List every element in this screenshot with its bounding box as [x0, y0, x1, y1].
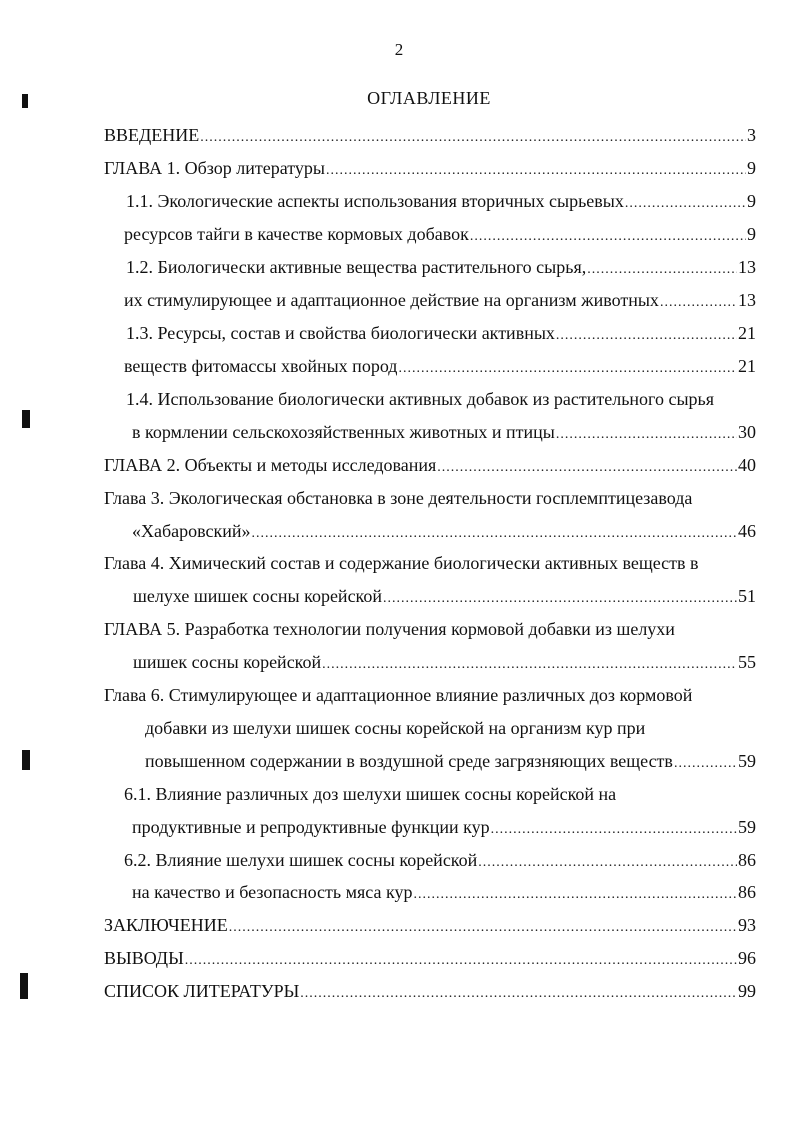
toc-entry: [104, 121, 756, 149]
toc-entry-text: 1.2. Биологически активные вещества растительного сырья,: [126, 257, 587, 277]
toc-entry-page: 9: [747, 191, 756, 211]
toc-entry-text: Глава 3. Экологическая обстановка в зоне деятельности госплемптицезавода: [104, 488, 693, 508]
toc-entry: [124, 846, 756, 874]
toc-entry-text: повышенном содержании в воздушной среде загрязняющих веществ: [145, 751, 673, 771]
toc-entry-text: на качество и безопасность мяса кур: [132, 882, 413, 902]
toc-entry-text: 1.1. Экологические аспекты использования вторичных сырьевых: [126, 191, 624, 211]
toc-entry-text: Глава 4. Химический состав и содержание биологически активных веществ в: [104, 553, 699, 573]
leader-dots: [300, 980, 737, 1008]
toc-entry: [126, 187, 756, 215]
toc-entry-page: 51: [738, 586, 756, 606]
toc-entry-text: 1.3. Ресурсы, состав и свойства биологически активных: [126, 323, 555, 343]
toc-entry: [104, 977, 756, 1005]
toc-entry: [132, 517, 756, 545]
toc-entry-page: 99: [738, 981, 756, 1001]
toc-entry-page: 86: [738, 882, 756, 902]
leader-dots: [252, 520, 737, 548]
toc-entry-text: ГЛАВА 5. Разработка технологии получения кормовой добавки из шелухи: [104, 619, 675, 639]
toc-entry-text: ресурсов тайги в качестве кормовых добавок: [124, 224, 469, 244]
toc-entry: [126, 385, 714, 413]
toc-entry-text: веществ фитомассы хвойных пород: [124, 356, 398, 376]
leader-dots: [625, 190, 746, 218]
toc-entry-page: 9: [747, 224, 756, 244]
toc-entry-text: добавки из шелухи шишек сосны корейской на организм кур при: [145, 718, 646, 738]
toc-entry: [145, 714, 645, 742]
leader-dots: [674, 750, 737, 778]
toc-entry-page: 96: [738, 948, 756, 968]
scan-mark: [20, 973, 28, 999]
toc-entry: [104, 451, 756, 479]
toc-entry-page: 21: [738, 356, 756, 376]
page-title: ОГЛАВЛЕНИЕ: [367, 88, 491, 108]
leader-dots: [587, 256, 737, 284]
toc-entry: [133, 582, 756, 610]
leader-dots: [200, 124, 746, 152]
toc-entry-page: 13: [738, 257, 756, 277]
leader-dots: [398, 355, 737, 383]
toc-entry: [104, 681, 692, 709]
toc-entry-text: «Хабаровский»: [132, 521, 251, 541]
toc-entry: [126, 253, 756, 281]
leader-dots: [437, 454, 737, 482]
toc-entry-text: их стимулирующее и адаптационное действие на организм животных: [124, 290, 659, 310]
toc-entry: [104, 615, 675, 643]
toc-entry-page: 59: [738, 751, 756, 771]
toc-entry-page: 9: [747, 158, 756, 178]
toc-entry-page: 40: [738, 455, 756, 475]
leader-dots: [322, 651, 737, 679]
toc-entry: [104, 944, 756, 972]
leader-dots: [383, 585, 737, 613]
toc-entry-text: ГЛАВА 1. Обзор литературы: [104, 158, 326, 178]
leader-dots: [413, 881, 737, 909]
toc-entry-text: ГЛАВА 2. Объекты и методы исследования: [104, 455, 437, 475]
scan-mark: [22, 750, 30, 770]
toc-entry-page: 46: [738, 521, 756, 541]
toc-entry-page: 59: [738, 817, 756, 837]
toc-entry: [124, 220, 756, 248]
toc-entry: [104, 484, 692, 512]
toc-entry: [124, 286, 756, 314]
toc-entry-text: ВЫВОДЫ: [104, 948, 184, 968]
toc-entry: [104, 911, 756, 939]
toc-entry-page: 86: [738, 850, 756, 870]
toc-entry-page: 55: [738, 652, 756, 672]
toc-entry-page: 3: [747, 125, 756, 145]
toc-entry-text: ВВЕДЕНИЕ: [104, 125, 200, 145]
toc-entry-text: 6.2. Влияние шелухи шишек сосны корейской: [124, 850, 478, 870]
toc-entry-page: 93: [738, 915, 756, 935]
leader-dots: [478, 849, 737, 877]
scan-mark: [22, 410, 30, 428]
toc-entry-text: продуктивные и репродуктивные функции кур: [132, 817, 490, 837]
toc-entry-text: 6.1. Влияние различных доз шелухи шишек сосны корейской на: [124, 784, 617, 804]
toc-entry: [145, 747, 756, 775]
toc-entry-text: Глава 6. Стимулирующее и адаптационное влияние различных доз кормовой: [104, 685, 693, 705]
toc-entry-text: в кормлении сельскохозяйственных животных и птицы: [132, 422, 555, 442]
toc-entry: [132, 878, 756, 906]
toc-entry-text: СПИСОК ЛИТЕРАТУРЫ: [104, 981, 300, 1001]
leader-dots: [185, 947, 737, 975]
toc-entry: [133, 648, 756, 676]
leader-dots: [556, 322, 737, 350]
toc-entry-text: шелухе шишек сосны корейской: [133, 586, 383, 606]
toc-entry-page: 13: [738, 290, 756, 310]
toc-entry: [124, 352, 756, 380]
toc-entry-page: 21: [738, 323, 756, 343]
leader-dots: [660, 289, 737, 317]
toc-entry: [132, 813, 756, 841]
toc-entry-text: 1.4. Использование биологически активных добавок из растительного сырья: [126, 389, 715, 409]
toc-entry: [104, 549, 699, 577]
scan-mark: [22, 94, 28, 108]
page-number: 2: [394, 40, 404, 59]
toc-entry: [104, 154, 756, 182]
leader-dots: [229, 914, 737, 942]
toc-entry-text: ЗАКЛЮЧЕНИЕ: [104, 915, 228, 935]
toc-entry-text: шишек сосны корейской: [133, 652, 322, 672]
toc-entry: [124, 780, 616, 808]
leader-dots: [556, 421, 737, 449]
leader-dots: [470, 223, 746, 251]
leader-dots: [491, 816, 737, 844]
toc-entry: [132, 418, 756, 446]
leader-dots: [326, 157, 746, 185]
toc-entry-page: 30: [738, 422, 756, 442]
toc-entry: [126, 319, 756, 347]
